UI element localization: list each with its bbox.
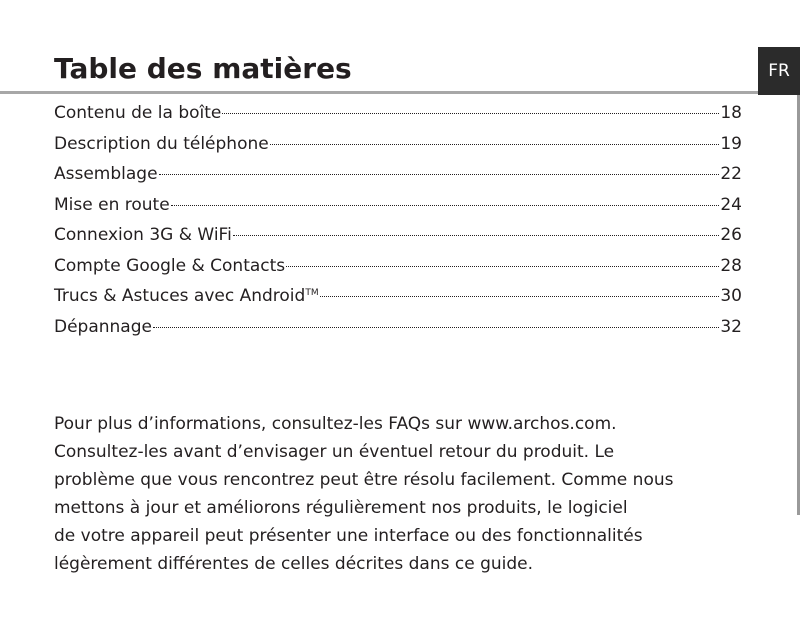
toc-leader-dots — [233, 235, 720, 236]
title-divider — [0, 91, 758, 94]
toc-entry-label — [54, 281, 319, 312]
toc-leader-dots — [286, 266, 719, 267]
toc-leader-dots — [222, 113, 719, 114]
toc-entry-page: 30 — [720, 286, 742, 306]
info-line: mettons à jour et améliorons régulièrement nos produits, le logiciel — [54, 498, 628, 518]
toc-entry[interactable] — [54, 251, 742, 282]
info-line: problème que vous rencontrez peut être résolu facilement. Comme nous — [54, 470, 674, 490]
table-of-contents — [54, 98, 742, 342]
toc-entry-label: Compte Google & Contacts — [54, 255, 286, 276]
toc-leader-dots — [153, 327, 719, 328]
page-title: Table des matières — [54, 52, 352, 85]
toc-entry-page: 24 — [720, 194, 742, 215]
toc-entry[interactable] — [54, 312, 742, 343]
toc-entry[interactable] — [54, 159, 742, 190]
toc-entry-page: 28 — [720, 255, 742, 276]
toc-leader-dots — [270, 144, 720, 145]
toc-entry-label: Mise en route — [54, 194, 170, 215]
toc-entry[interactable] — [54, 98, 742, 129]
toc-entry-page: 22 — [720, 164, 742, 184]
info-line: légèrement différentes de celles décrites dans ce guide. — [54, 554, 534, 574]
toc-entry-label-text: Trucs & Astuces avec Android — [54, 286, 306, 306]
toc-leader-dots — [320, 296, 720, 297]
info-paragraph — [54, 410, 754, 578]
toc-entry[interactable] — [54, 129, 742, 160]
info-line: Consultez-les avant d’envisager un éventuel retour du produit. Le — [54, 442, 615, 462]
toc-entry-page: 19 — [720, 133, 742, 154]
toc-entry-page: 18 — [720, 103, 742, 123]
toc-entry-label: Description du téléphone — [54, 133, 269, 154]
info-line: Pour plus d’informations, consultez-les FAQs sur www.archos.com. — [54, 414, 617, 434]
toc-leader-dots — [171, 205, 720, 206]
info-line: de votre appareil peut présenter une interface ou des fonctionnalités — [54, 526, 643, 546]
toc-entry-page: 32 — [720, 316, 742, 337]
language-tab: FR — [758, 47, 800, 95]
toc-entry-label: Assemblage — [54, 164, 158, 184]
toc-entry-label: Contenu de la boîte — [54, 103, 222, 123]
toc-entry[interactable] — [54, 281, 742, 312]
toc-entry-label: Dépannage — [54, 316, 152, 337]
toc-entry-label: Connexion 3G & WiFi — [54, 225, 232, 245]
toc-entry-page: 26 — [720, 225, 742, 245]
trademark-sup: TM — [305, 288, 319, 298]
toc-leader-dots — [159, 174, 720, 175]
toc-entry[interactable] — [54, 190, 742, 221]
toc-entry[interactable] — [54, 220, 742, 251]
